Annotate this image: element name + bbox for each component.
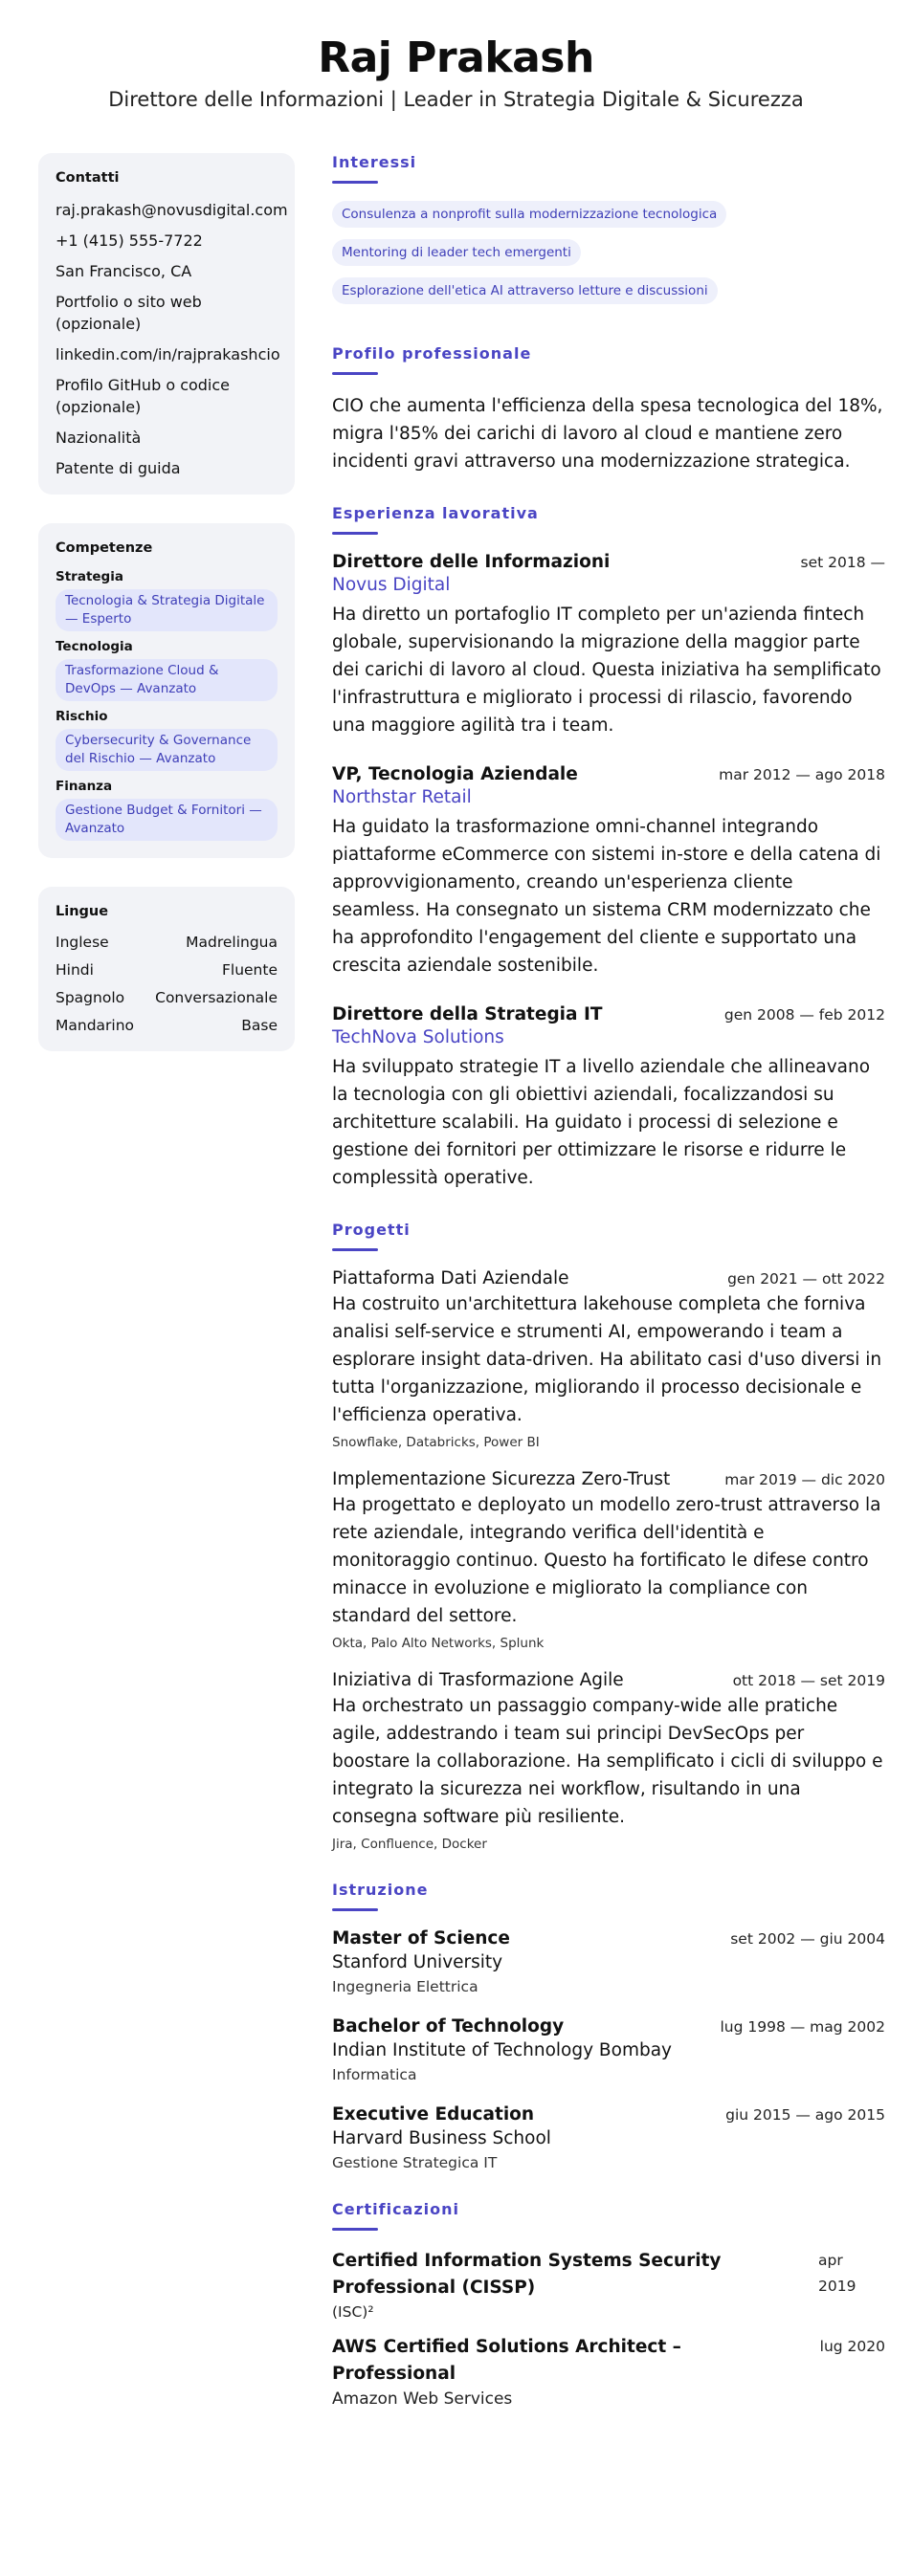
section-title: Progetti: [332, 1221, 411, 1239]
job-dates: mar 2012 — ago 2018: [719, 766, 885, 783]
section-title: Istruzione: [332, 1881, 429, 1899]
certification-date: apr 2019: [818, 2252, 856, 2295]
certifications-section: [332, 2200, 885, 2409]
projects-section: [332, 1221, 885, 1852]
language-level: Madrelingua: [186, 934, 278, 951]
project-tech: Jira, Confluence, Docker: [332, 1837, 487, 1852]
education-dates: giu 2015 — ago 2015: [725, 2106, 885, 2124]
interest-pill: Esplorazione dell'etica AI attraverso letture e discussioni: [332, 277, 718, 304]
interests-section: [332, 153, 885, 316]
certification-entry: [332, 2248, 885, 2321]
project-description: Ha progettato e deployato un modello zero-trust attraverso la rete aziendale, integrando verifica dell'identità e monitoraggio continuo. Questo ha fortificato le difese contro minacce in evoluzione e migliorato la compliance con standard del settore.: [332, 1495, 881, 1626]
section-divider: [332, 372, 378, 375]
degree: Bachelor of Technology: [332, 2016, 565, 2037]
certification-date: lug 2020: [819, 2338, 885, 2355]
skill-category: Rischio: [56, 709, 108, 724]
language-name: Inglese: [56, 934, 109, 951]
field-of-study: Gestione Strategica IT: [332, 2154, 498, 2171]
experience-section: [332, 504, 885, 1192]
education-dates: lug 1998 — mag 2002: [720, 2018, 885, 2036]
section-title: Interessi: [332, 153, 417, 171]
certification-issuer: (ISC)²: [332, 2303, 374, 2321]
language-name: Spagnolo: [56, 989, 125, 1006]
section-title: Certificazioni: [332, 2200, 460, 2218]
field-of-study: Informatica: [332, 2066, 417, 2083]
interest-pill: Consulenza a nonprofit sulla modernizzazione tecnologica: [332, 201, 726, 228]
experience-entry: [332, 1004, 885, 1192]
resume-header: [0, 0, 912, 115]
contacts-card: [38, 153, 295, 495]
job-description: Ha sviluppato strategie IT a livello aziendale che allineavano la tecnologia con gli obiettivi aziendali, focalizzandosi su architetture scalabili. Ha guidato i processi di selezione e gestione dei fornitori per ottimizzare le risorse e ridurre le complessità operative.: [332, 1057, 871, 1188]
language-name: Hindi: [56, 961, 94, 979]
school-name: Indian Institute of Technology Bombay: [332, 2040, 672, 2060]
section-divider: [332, 181, 378, 184]
headline: Direttore delle Informazioni | Leader in Strategia Digitale & Sicurezza: [108, 88, 804, 111]
certification-issuer: Amazon Web Services: [332, 2389, 513, 2409]
skill-group: [56, 709, 278, 779]
contact-email[interactable]: raj.prakash@novusdigital.com: [56, 201, 288, 219]
field-of-study: Ingegneria Elettrica: [332, 1978, 478, 1995]
contact-license: Patente di guida: [56, 459, 181, 477]
section-divider: [332, 532, 378, 535]
company-name: Novus Digital: [332, 575, 451, 595]
job-description: Ha diretto un portafoglio IT completo per un'azienda fintech globale, supervisionando la migrazione della maggior parte dei carichi di lavoro al cloud. Questa iniziativa ha semplificato l'infrastruttura e migliorato i processi di rilascio, favorendo una maggiore agilità tra i team.: [332, 605, 881, 736]
skill-group: [56, 569, 278, 639]
project-tech: Okta, Palo Alto Networks, Splunk: [332, 1636, 545, 1651]
certification-entry: [332, 2334, 885, 2409]
education-entry: [332, 2104, 885, 2171]
person-name: Raj Prakash: [318, 33, 594, 82]
skill-group: [56, 639, 278, 709]
project-entry: [332, 1670, 885, 1852]
education-entry: [332, 1928, 885, 1995]
education-dates: set 2002 — giu 2004: [730, 1930, 885, 1948]
company-name: TechNova Solutions: [332, 1027, 504, 1047]
project-dates: ott 2018 — set 2019: [732, 1672, 885, 1689]
section-title: Profilo professionale: [332, 344, 532, 363]
certification-name: Certified Information Systems Security Professional (CISSP): [332, 2251, 722, 2298]
project-description: Ha orchestrato un passaggio company-wide alle pratiche agile, addestrando i team sui principi DevSecOps per boostare la collaborazione. Ha semplificato i cicli di sviluppo e integrato la sicurezza nei workflow, risultando in una consegna software più resiliente.: [332, 1696, 883, 1827]
section-divider: [332, 1248, 378, 1251]
experience-entry: [332, 764, 885, 980]
skill-category: Strategia: [56, 569, 123, 584]
section-divider: [332, 1908, 378, 1911]
project-entry: [332, 1469, 885, 1651]
main-content: [332, 153, 885, 2437]
skill-category: Tecnologia: [56, 639, 133, 654]
degree: Executive Education: [332, 2104, 535, 2125]
contact-portfolio[interactable]: Portfolio o sito web (opzionale): [56, 293, 202, 333]
project-dates: gen 2021 — ott 2022: [727, 1270, 885, 1288]
skill-pill: Gestione Budget & Fornitori — Avanzato: [56, 799, 278, 841]
project-name: Iniziativa di Trasformazione Agile: [332, 1670, 624, 1690]
school-name: Harvard Business School: [332, 2128, 551, 2148]
contact-github[interactable]: Profilo GitHub o codice (opzionale): [56, 376, 231, 416]
profile-section: [332, 344, 885, 475]
language-level: Fluente: [221, 961, 278, 979]
language-row: [56, 960, 278, 980]
contacts-title: Contatti: [56, 170, 120, 186]
project-description: Ha costruito un'architettura lakehouse completa che forniva analisi self-service e strumenti AI, empowerando i team a esplorare insight data-driven. Ha abilitato casi d'uso diversi in tutta l'organizzazione, migliorando il processo decisionale e l'efficienza operativa.: [332, 1294, 882, 1425]
project-tech: Snowflake, Databricks, Power BI: [332, 1435, 540, 1450]
certification-name: AWS Certified Solutions Architect – Professional: [332, 2337, 681, 2384]
language-level: Base: [241, 1017, 278, 1034]
interest-list: [332, 201, 885, 316]
section-divider: [332, 2228, 378, 2231]
sidebar: [38, 153, 295, 1080]
contact-nationality: Nazionalità: [56, 429, 142, 447]
job-dates: set 2018 —: [800, 554, 885, 571]
language-name: Mandarino: [56, 1017, 135, 1034]
language-row: [56, 933, 278, 952]
contact-linkedin[interactable]: linkedin.com/in/rajprakashcio: [56, 345, 280, 363]
project-dates: mar 2019 — dic 2020: [724, 1471, 885, 1488]
skill-group: [56, 779, 278, 848]
interest-pill: Mentoring di leader tech emergenti: [332, 239, 581, 266]
language-row: [56, 988, 278, 1007]
job-title: Direttore della Strategia IT: [332, 1004, 603, 1024]
language-row: [56, 1016, 278, 1035]
job-title: VP, Tecnologia Aziendale: [332, 764, 578, 784]
language-level: Conversazionale: [155, 989, 278, 1006]
job-title: Direttore delle Informazioni: [332, 552, 611, 572]
languages-title: Lingue: [56, 904, 109, 919]
skills-title: Competenze: [56, 540, 153, 556]
section-title: Esperienza lavorativa: [332, 504, 539, 522]
project-entry: [332, 1268, 885, 1450]
skill-pill: Trasformazione Cloud & DevOps — Avanzato: [56, 659, 278, 701]
contact-location: San Francisco, CA: [56, 262, 192, 280]
education-entry: [332, 2016, 885, 2083]
education-section: [332, 1881, 885, 2171]
skill-category: Finanza: [56, 779, 113, 794]
skill-pill: Tecnologia & Strategia Digitale — Esperto: [56, 589, 278, 631]
job-description: Ha guidato la trasformazione omni-channel integrando piattaforme eCommerce con sistemi in-store e della catena di approvvigionamento, creando un'esperienza cliente seamless. Ha consegnato un sistema CRM modernizzato che ha approfondito l'engagement del cliente e supportato una crescita aziendale sostenibile.: [332, 817, 881, 976]
job-dates: gen 2008 — feb 2012: [723, 1006, 885, 1024]
project-name: Piattaforma Dati Aziendale: [332, 1268, 569, 1288]
profile-summary: CIO che aumenta l'efficienza della spesa tecnologica del 18%, migra l'85% dei carichi di lavoro al cloud e mantiene zero incidenti gravi attraverso una modernizzazione strategica.: [332, 396, 883, 472]
project-name: Implementazione Sicurezza Zero-Trust: [332, 1469, 671, 1489]
skills-card: [38, 523, 295, 858]
degree: Master of Science: [332, 1928, 510, 1949]
languages-card: [38, 887, 295, 1051]
company-name: Northstar Retail: [332, 787, 472, 807]
experience-entry: [332, 552, 885, 739]
contact-phone[interactable]: +1 (415) 555-7722: [56, 231, 203, 250]
school-name: Stanford University: [332, 1952, 503, 1972]
skill-pill: Cybersecurity & Governance del Rischio — Avanzato: [56, 729, 278, 771]
